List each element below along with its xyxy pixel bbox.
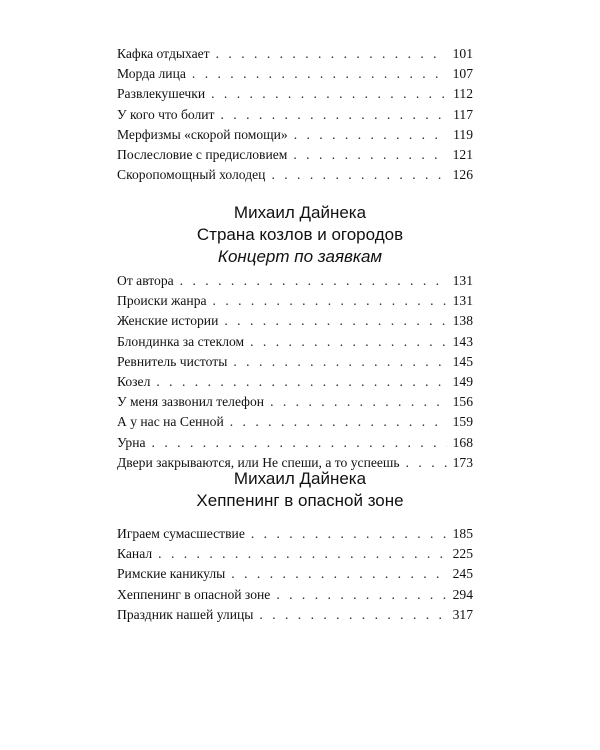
entry-title: Морда лица [117,66,186,82]
entry-page-number: 143 [452,333,473,349]
entry-title: У кого что болит [117,106,215,122]
entry-page-number: 145 [452,353,473,369]
toc-entry [117,105,473,125]
toc-entry [117,145,473,165]
book-subtitle: Концерт по заявкам [217,247,383,266]
entry-page-number: 317 [452,606,473,622]
entry-page-number: 159 [452,414,473,430]
entry-page-number: 101 [452,46,473,61]
dot-leader [158,544,447,564]
entry-page-number: 107 [452,66,473,82]
entry-page-number: 294 [452,586,473,602]
dot-leader [230,412,447,432]
toc-entry [117,544,473,564]
toc-entry [117,433,473,453]
entry-title: Ревнитель чистоты [117,353,228,369]
entry-page-number: 245 [452,566,473,582]
entry-page-number: 173 [452,454,473,470]
dot-leader [251,524,447,544]
dot-leader [192,64,447,84]
dot-leader [233,352,447,372]
dot-leader [216,44,447,64]
entry-title: А у нас на Сенной [117,414,224,430]
toc-list-section-1 [117,44,473,185]
toc-entry [117,412,473,432]
entry-title: От автора [117,273,174,288]
toc-entry [117,332,473,352]
entry-title: Римские каникулы [117,566,226,582]
entry-title: Двери закрываются, или Не спеши, а то успеешь [117,454,400,470]
dot-leader [294,125,447,145]
section-3-heading [0,468,600,512]
entry-page-number: 126 [452,167,473,183]
toc-entry [117,291,473,311]
toc-entry [117,352,473,372]
toc-list-section-3 [117,524,473,625]
dot-leader [224,311,447,331]
book-title: Хеппенинг в опасной зоне [196,491,404,510]
toc-entry [117,605,473,625]
toc-entry [117,64,473,84]
entry-page-number: 112 [453,86,473,102]
toc-entry [117,84,473,104]
entry-title: Кафка отдыхает [117,46,210,61]
entry-page-number: 168 [452,434,473,450]
author-name: Михаил Дайнека [233,469,367,488]
entry-title: Канал [117,546,153,562]
toc-entry [117,392,473,412]
entry-page-number: 119 [453,126,473,142]
entry-title: Праздник нашей улицы [117,606,254,622]
entry-page-number: 117 [453,106,473,122]
entry-title: Женские истории [117,313,219,329]
dot-leader [271,165,447,185]
book-title: Страна козлов и огородов [196,225,404,244]
entry-title: У меня зазвонил телефон [117,394,265,410]
toc-entry [117,564,473,584]
toc-entry [117,372,473,392]
dot-leader [211,84,447,104]
dot-leader [250,332,447,352]
entry-title: Козел [117,373,151,389]
entry-title: Хеппенинг в опасной зоне [117,586,271,602]
author-name: Михаил Дайнека [233,203,367,222]
toc-entry [117,44,473,64]
entry-title: Урна [117,434,146,450]
entry-title: Мерфизмы «скорой помощи» [117,126,288,142]
entry-title: Скоропомощный холодец [117,167,266,183]
section-2-heading [0,202,600,268]
entry-page-number: 131 [452,293,473,309]
toc-entry [117,165,473,185]
dot-leader [152,433,447,453]
dot-leader [231,564,447,584]
toc-entry [117,271,473,291]
dot-leader [221,105,448,125]
entry-page-number: 131 [452,273,473,288]
toc-entry [117,585,473,605]
entry-page-number: 121 [452,146,473,162]
dot-leader [259,605,447,625]
dot-leader [276,585,447,605]
toc-list-section-2 [117,271,473,473]
entry-title: Происки жанра [117,293,207,309]
entry-page-number: 156 [452,394,473,410]
dot-leader [180,271,447,291]
entry-title: Послесловие с предисловием [117,146,288,162]
dot-leader [293,145,447,165]
toc-entry [117,125,473,145]
dot-leader [213,291,447,311]
entry-page-number: 185 [452,526,473,541]
entry-page-number: 225 [452,546,473,562]
entry-title: Играем сумасшествие [117,526,245,541]
dot-leader [270,392,447,412]
toc-entry [117,311,473,331]
entry-title: Блондинка за стеклом [117,333,245,349]
entry-page-number: 138 [452,313,473,329]
entry-page-number: 149 [452,373,473,389]
toc-entry [117,524,473,544]
entry-title: Развлекушечки [117,86,206,102]
dot-leader [156,372,447,392]
